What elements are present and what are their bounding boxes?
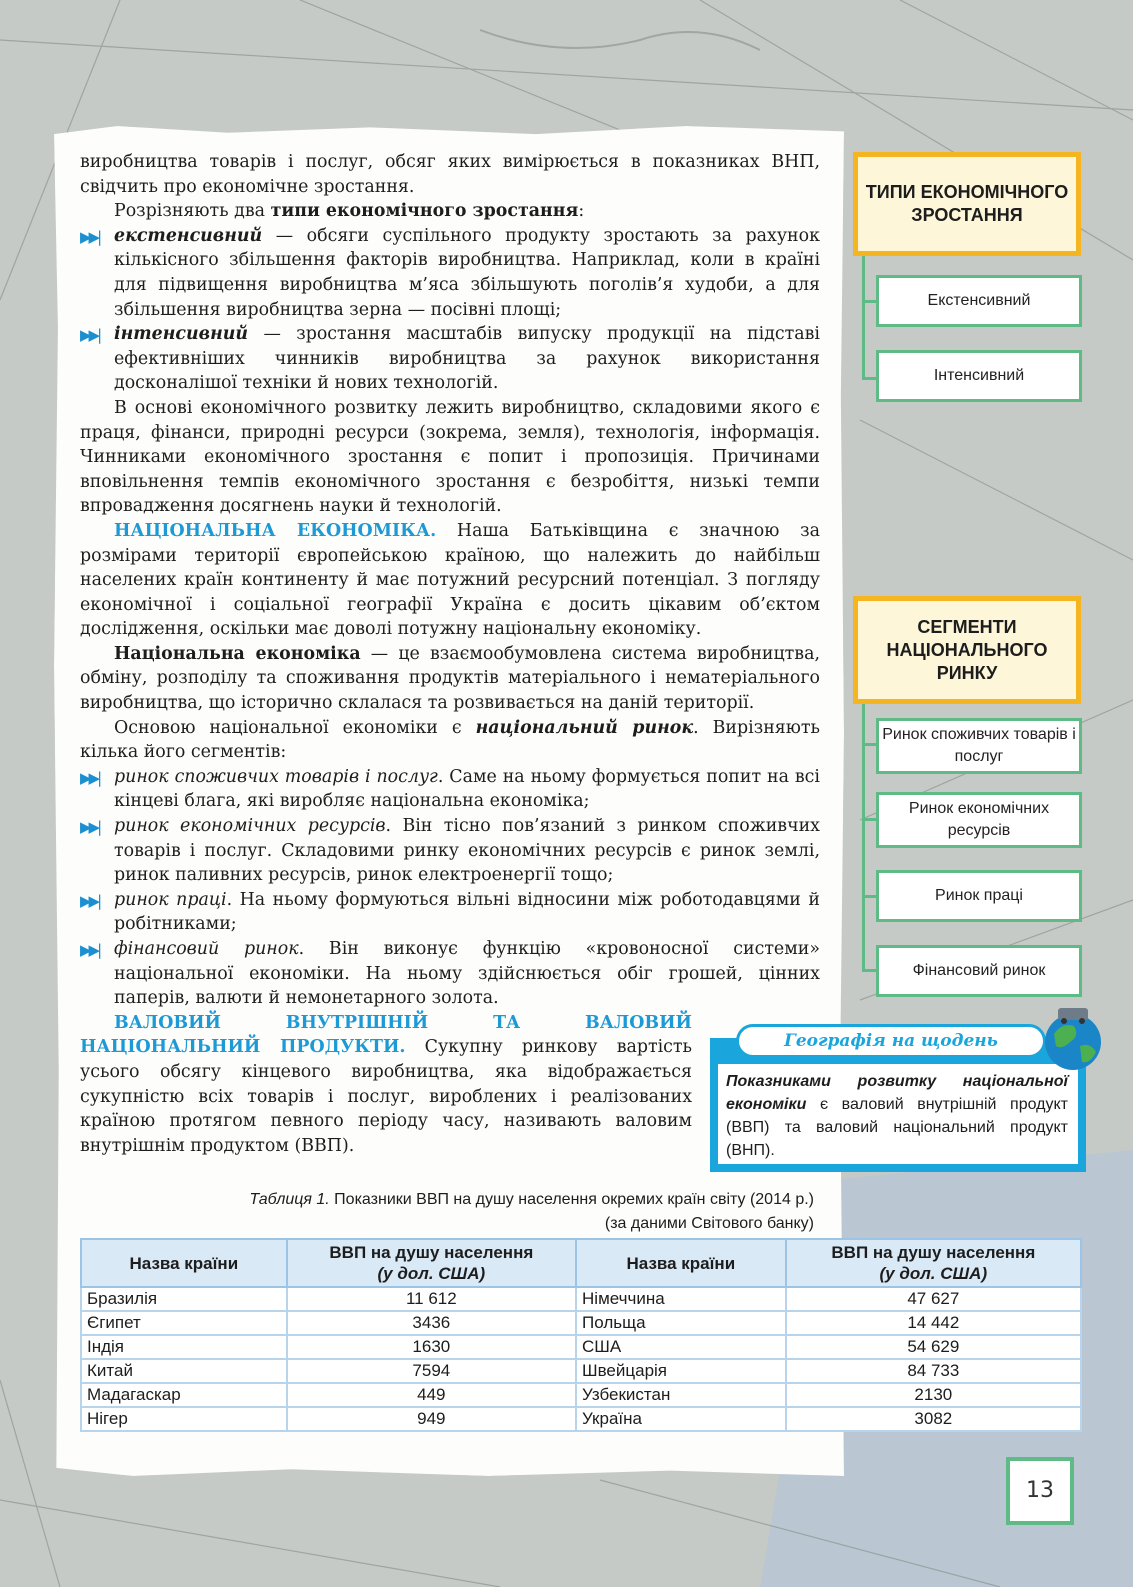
growth-types-header: ТИПИ ЕКОНОМІЧНОГО ЗРОСТАННЯ	[853, 152, 1081, 256]
table-row: Єгипет 3436 Польща 14 442	[81, 1311, 1081, 1335]
growth-type-extensive: Екстенсивний	[876, 275, 1082, 327]
paragraph: НАЦІОНАЛЬНА ЕКОНОМІКА. Наша Батьківщина є значною за розмірами території європейською країною, що належить до найбільш населених країн континенту й має потужний ресурсний потенціал. З погляду економічної і соціальної географії Україна є досить цікавим об’єктом дослідження, оскільки має доволі потужну національну економіку.	[80, 520, 820, 640]
list-item: ▶▶| ринок праці. На ньому формуються вільні відносини між роботодавцями й робітниками;	[80, 889, 821, 935]
bullet-icon: ▶▶|	[80, 326, 100, 345]
header-country: Назва країни	[81, 1239, 287, 1287]
paragraph: виробництва товарів і послуг, обсяг яких вимірюється в показниках ВНП, свідчить про економічне зростання.	[80, 152, 820, 197]
table-caption: Таблиця 1. Показники ВВП на душу населення окремих країн світу (2014 р.) (за даними Світового банку)	[249, 1191, 814, 1232]
header-gdp: ВВП на душу населення (у дол. США)	[287, 1239, 576, 1287]
growth-types-list	[80, 224, 820, 396]
geography-daily-box	[710, 1031, 1086, 1172]
header-country: Назва країни	[576, 1239, 786, 1287]
list-item: ▶▶| інтенсивний — зростання масштабів випуску продукції на підставі ефективніших чинників виробництва за рахунок використання досконалішої техніки й нових технологій.	[80, 324, 820, 394]
gdp-table	[80, 1238, 1082, 1432]
paragraph: ВАЛОВИЙ ВНУТРІШНІЙ ТА ВАЛОВИЙ НАЦІОНАЛЬНИЙ ПРОДУКТИ. Сукупну ринкову вартість усього обсягу кінцевого виробництва, яка відображається сукупністю всіх товарів і послуг, вироблених і реалізованих країною протягом певного періоду часу, називають валовим внутрішнім продуктом (ВВП).	[80, 1012, 692, 1156]
list-item: ▶▶| фінансовий ринок. Він виконує функцію «кровоносної системи» національної економіки. На ньому здійснюється обіг грошей, цінних паперів, валюти й немонетарного золота.	[80, 939, 820, 1009]
bullet-icon: ▶▶|	[80, 891, 100, 910]
table-row: Індія 1630 США 54 629	[81, 1335, 1081, 1359]
bullet-icon: ▶▶|	[80, 941, 100, 959]
segment-labor: Ринок праці	[876, 870, 1082, 922]
page-number: 13	[1006, 1457, 1074, 1525]
list-item: ▶▶| ринок споживчих товарів і послуг. Саме на ньому формується попит на всі кінцеві блага, які виробляє національна економіка;	[80, 766, 820, 812]
tree-connector	[862, 256, 865, 380]
section-heading: НАЦІОНАЛЬНА ЕКОНОМІКА.	[114, 520, 437, 541]
segment-economic-resources: Ринок економічних ресурсів	[876, 792, 1082, 848]
paragraph: Національна економіка — це взаємообумовлена система виробництва, обміну, розподілу та споживання продуктів матеріального і нематеріального виробництва, що історично склалася та розвивається на даній території.	[80, 643, 820, 714]
table-row: Китай 7594 Швейцарія 84 733	[81, 1359, 1081, 1383]
header-gdp: ВВП на душу населення (у дол. США)	[786, 1239, 1081, 1287]
paragraph: В основі економічного розвитку лежить виробництво, складовими якого є праця, фінанси, природні ресурси (зокрема, земля), технологія, інформація. Чинниками економічного зростання є попит і пропозиція. Причинами вповільнення темпів економічного зростання є безробіття, низькі темпи впровадження досягнень науки й технологій.	[80, 397, 820, 517]
geography-daily-title: Географія на щодень	[736, 1024, 1046, 1058]
segment-consumer-goods: Ринок споживчих товарів і послуг	[876, 718, 1082, 774]
segment-financial: Фінансовий ринок	[876, 945, 1082, 997]
table-row: Мадагаскар 449 Узбекистан 2130	[81, 1383, 1081, 1407]
list-item: ▶▶| екстенсивний — обсяги суспільного продукту зростають за рахунок кількісного збільшення факторів виробництва. Наприклад, коли в країні для підвищення виробництва м’яса збільшують поголів’я худоби, а для збільшення виробництва зерна — посівні площі;	[80, 225, 820, 320]
bullet-icon: ▶▶|	[80, 227, 100, 246]
globe-icon	[1040, 1006, 1106, 1072]
bullet-icon: ▶▶|	[80, 818, 100, 837]
table-row: Бразилія 11 612 Німеччина 47 627	[81, 1287, 1081, 1311]
paragraph: Основою національної економіки є національний ринок. Вирізняють кілька його сегментів:	[80, 717, 820, 763]
bullet-icon: ▶▶|	[80, 768, 100, 787]
main-text	[80, 150, 820, 1158]
growth-type-intensive: Інтенсивний	[876, 350, 1082, 402]
geography-daily-text: Показниками розвитку національної економіки є валовий внутрішній продукт (ВВП) та валовий національний продукт (ВНП).	[718, 1064, 1078, 1164]
table-header-row	[81, 1239, 1081, 1287]
market-segments-header: СЕГМЕНТИ НАЦІОНАЛЬНОГО РИНКУ	[853, 596, 1081, 704]
section-heading: ВАЛОВИЙ ВНУТРІШНІЙ ТА ВАЛОВИЙ НАЦІОНАЛЬНИЙ ПРОДУКТИ.	[80, 1012, 692, 1058]
market-segments-list	[80, 765, 820, 1011]
table-row: Нігер 949 Україна 3082	[81, 1407, 1081, 1431]
paragraph: Розрізняють два типи економічного зростання:	[114, 201, 585, 222]
list-item: ▶▶| ринок економічних ресурсів. Він тісно пов’язаний з ринком споживчих товарів і послуг. Складовими ринку економічних ресурсів є ринок землі, ринок паливних ресурсів, ринок електроенергії тощо;	[80, 816, 820, 886]
